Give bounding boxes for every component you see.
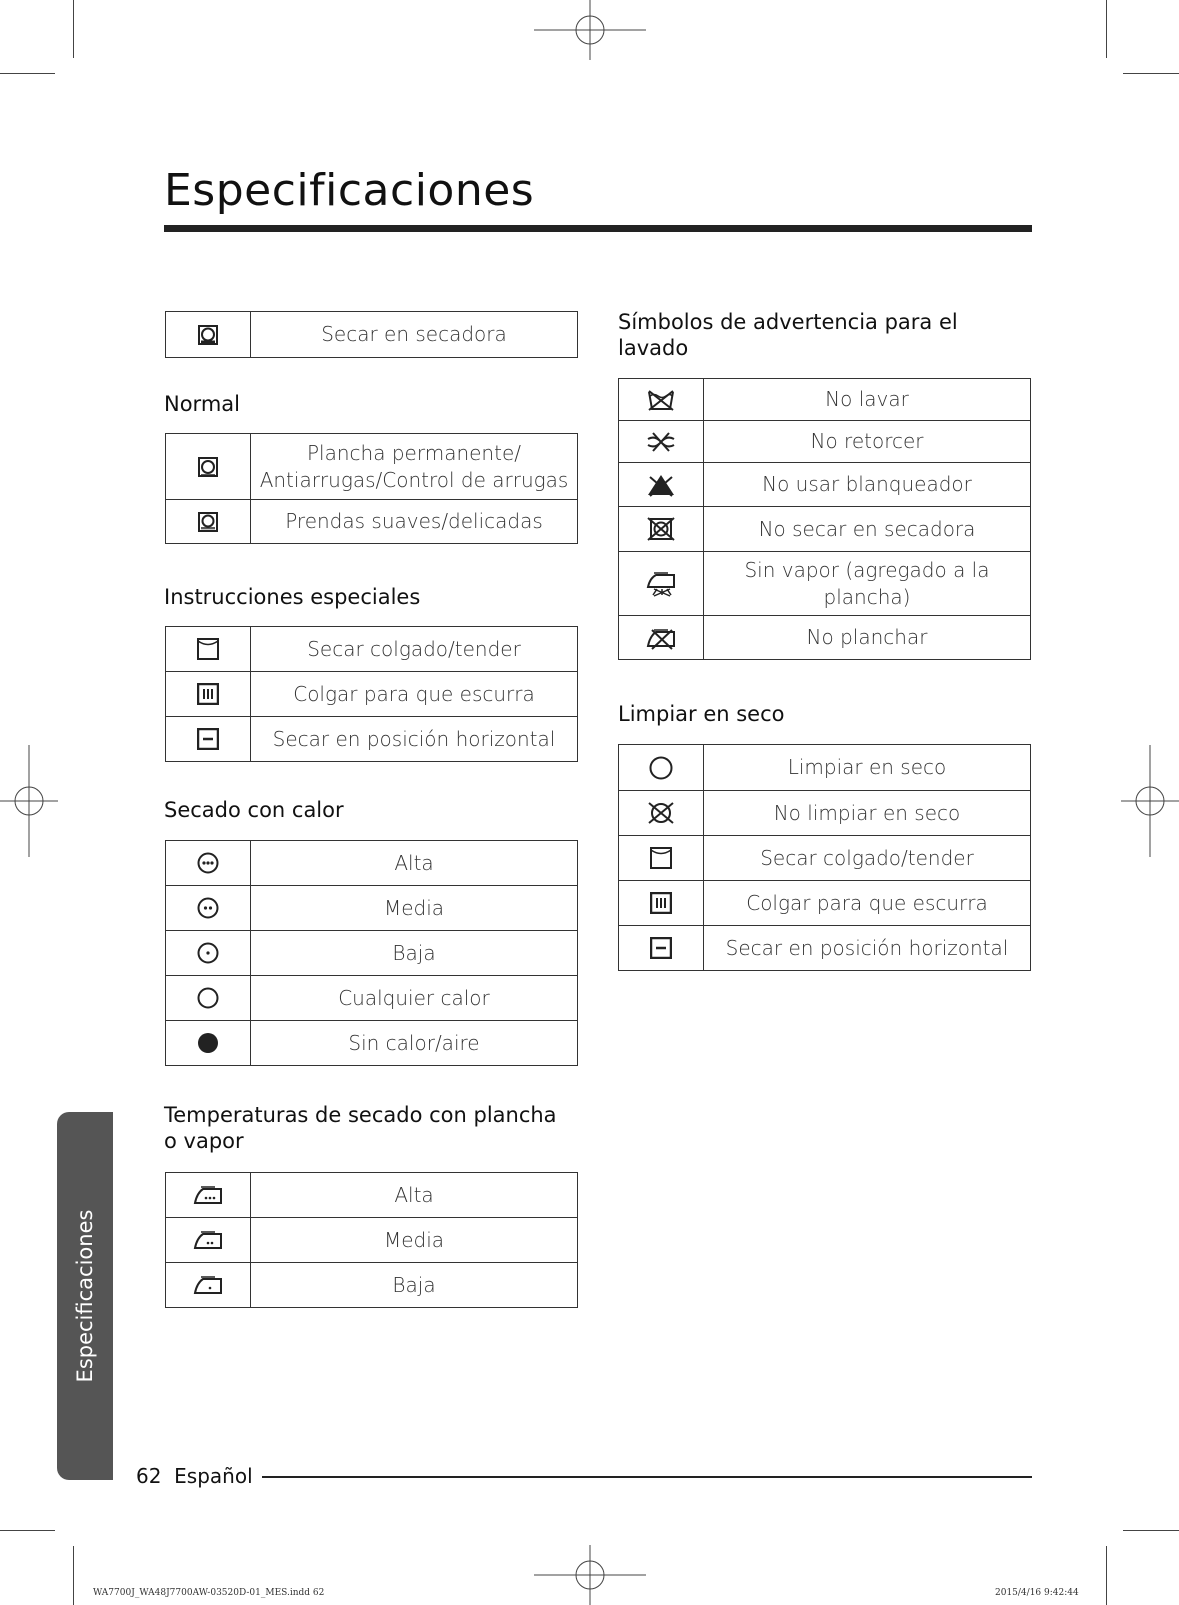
section-heading-dryclean: Limpiar en seco <box>618 702 785 726</box>
table-row <box>619 552 1031 616</box>
registration-mark-left <box>0 745 58 857</box>
symbol-label: No retorcer <box>704 421 1031 463</box>
warning-table <box>618 378 1031 660</box>
table-row <box>619 745 1031 791</box>
table-row <box>166 976 578 1021</box>
permanent-press-icon <box>198 457 218 477</box>
iron-high-icon <box>193 1185 223 1205</box>
heat-high-icon <box>197 852 219 874</box>
table-row <box>619 507 1031 552</box>
iron-table <box>165 1172 578 1308</box>
do-not-iron-icon <box>646 626 676 650</box>
symbol-label: No lavar <box>704 379 1031 421</box>
table-row <box>166 627 578 672</box>
section-heading-warning <box>618 309 958 361</box>
dry-flat-icon <box>650 937 672 959</box>
line-dry-icon <box>650 847 672 869</box>
do-not-wash-icon <box>646 389 676 411</box>
crop-mark <box>1106 0 1107 58</box>
symbol-label <box>704 552 1031 616</box>
page-number: 62 <box>136 1464 162 1488</box>
crop-mark <box>0 73 55 74</box>
special-table <box>165 626 578 762</box>
crop-mark <box>1123 73 1179 74</box>
table-row <box>166 1173 578 1218</box>
table-row <box>166 717 578 762</box>
symbol-label: Baja <box>251 931 578 976</box>
symbol-label: Sin calor/aire <box>251 1021 578 1066</box>
crop-mark <box>73 0 74 58</box>
heat-medium-icon <box>197 897 219 919</box>
drip-dry-icon <box>197 683 219 705</box>
section-heading-normal: Normal <box>164 392 240 416</box>
line-dry-icon <box>197 638 219 660</box>
symbol-label: No limpiar en seco <box>704 791 1031 836</box>
iron-low-icon <box>193 1275 223 1295</box>
table-row <box>619 421 1031 463</box>
side-tab <box>57 1112 113 1480</box>
table-row <box>619 379 1031 421</box>
symbol-label: Media <box>251 1218 578 1263</box>
dryclean-table <box>618 744 1031 971</box>
table-row <box>619 881 1031 926</box>
crop-mark <box>0 1530 55 1531</box>
do-not-bleach-icon <box>646 473 676 497</box>
symbol-label: Secar colgado/tender <box>251 627 578 672</box>
symbol-label: No usar blanqueador <box>704 463 1031 507</box>
page-footer <box>136 1464 253 1488</box>
heading-line: Símbolos de advertencia para el <box>618 310 958 334</box>
tumble-dry-icon <box>198 325 218 345</box>
symbol-label: Secar en posición horizontal <box>704 926 1031 971</box>
table-row <box>619 791 1031 836</box>
crop-mark <box>73 1546 74 1605</box>
symbol-label: Baja <box>251 1263 578 1308</box>
table-row <box>619 616 1031 660</box>
symbol-label: Alta <box>251 1173 578 1218</box>
table-row <box>166 500 578 544</box>
page-title: Especificaciones <box>164 165 535 216</box>
symbol-label: Secar colgado/tender <box>704 836 1031 881</box>
heading-line: lavado <box>618 336 689 360</box>
date-slug: 2015/4/16 9:42:44 <box>995 1588 1079 1598</box>
do-not-tumble-dry-icon <box>647 517 675 541</box>
symbol-label: Colgar para que escurra <box>251 672 578 717</box>
side-tab-label: Especificaciones <box>73 1209 97 1383</box>
table-row <box>166 1021 578 1066</box>
symbol-label: Alta <box>251 841 578 886</box>
label-line: Antiarrugas/Control de arrugas <box>259 467 569 492</box>
no-steam-icon <box>646 571 676 597</box>
heat-table <box>165 840 578 1066</box>
crop-mark <box>1106 1546 1107 1605</box>
any-heat-icon <box>197 987 219 1009</box>
section-heading-special: Instrucciones especiales <box>164 585 421 609</box>
table-row <box>166 312 578 358</box>
footer-language: Español <box>174 1464 253 1488</box>
dry-clean-icon <box>649 756 673 780</box>
no-heat-icon <box>197 1032 219 1054</box>
symbol-label: No planchar <box>704 616 1031 660</box>
symbol-label: Secar en posición horizontal <box>251 717 578 762</box>
registration-mark-right <box>1121 745 1179 857</box>
symbol-label: Secar en secadora <box>251 312 578 358</box>
footer-rule <box>262 1476 1032 1478</box>
normal-table <box>165 433 578 544</box>
symbol-label: No secar en secadora <box>704 507 1031 552</box>
do-not-dry-clean-icon <box>647 801 675 825</box>
drip-dry-icon <box>650 892 672 914</box>
label-line: Plancha permanente/ <box>307 440 521 465</box>
table-row <box>619 836 1031 881</box>
registration-mark-top <box>534 0 646 60</box>
heading-line: o vapor <box>164 1129 244 1153</box>
table-row <box>166 886 578 931</box>
iron-medium-icon <box>193 1230 223 1250</box>
table-row <box>166 931 578 976</box>
section-heading-heat: Secado con calor <box>164 798 344 822</box>
registration-mark-bottom <box>534 1545 646 1605</box>
dry-flat-icon <box>197 728 219 750</box>
symbol-label: Prendas suaves/delicadas <box>251 500 578 544</box>
section-heading-iron <box>164 1102 557 1154</box>
symbol-label: Limpiar en seco <box>704 745 1031 791</box>
symbol-label <box>251 434 578 500</box>
table-row <box>619 926 1031 971</box>
symbol-label: Colgar para que escurra <box>704 881 1031 926</box>
table-row <box>166 672 578 717</box>
table-row <box>619 463 1031 507</box>
table-row <box>166 1218 578 1263</box>
title-rule <box>164 225 1032 232</box>
label-line: Sin vapor (agregado a la <box>744 557 990 582</box>
crop-mark <box>1123 1530 1179 1531</box>
table-row <box>166 434 578 500</box>
table-row <box>166 1263 578 1308</box>
heading-line: Temperaturas de secado con plancha <box>164 1103 557 1127</box>
label-line: plancha) <box>823 584 911 609</box>
tumble-dry-table <box>165 311 578 358</box>
file-slug: WA7700J_WA48J7700AW-03520D-01_MES.indd 62 <box>93 1588 325 1598</box>
symbol-label: Cualquier calor <box>251 976 578 1021</box>
heat-low-icon <box>197 942 219 964</box>
do-not-wring-icon <box>645 431 677 453</box>
symbol-label: Media <box>251 886 578 931</box>
table-row <box>166 841 578 886</box>
delicate-icon <box>198 512 218 532</box>
